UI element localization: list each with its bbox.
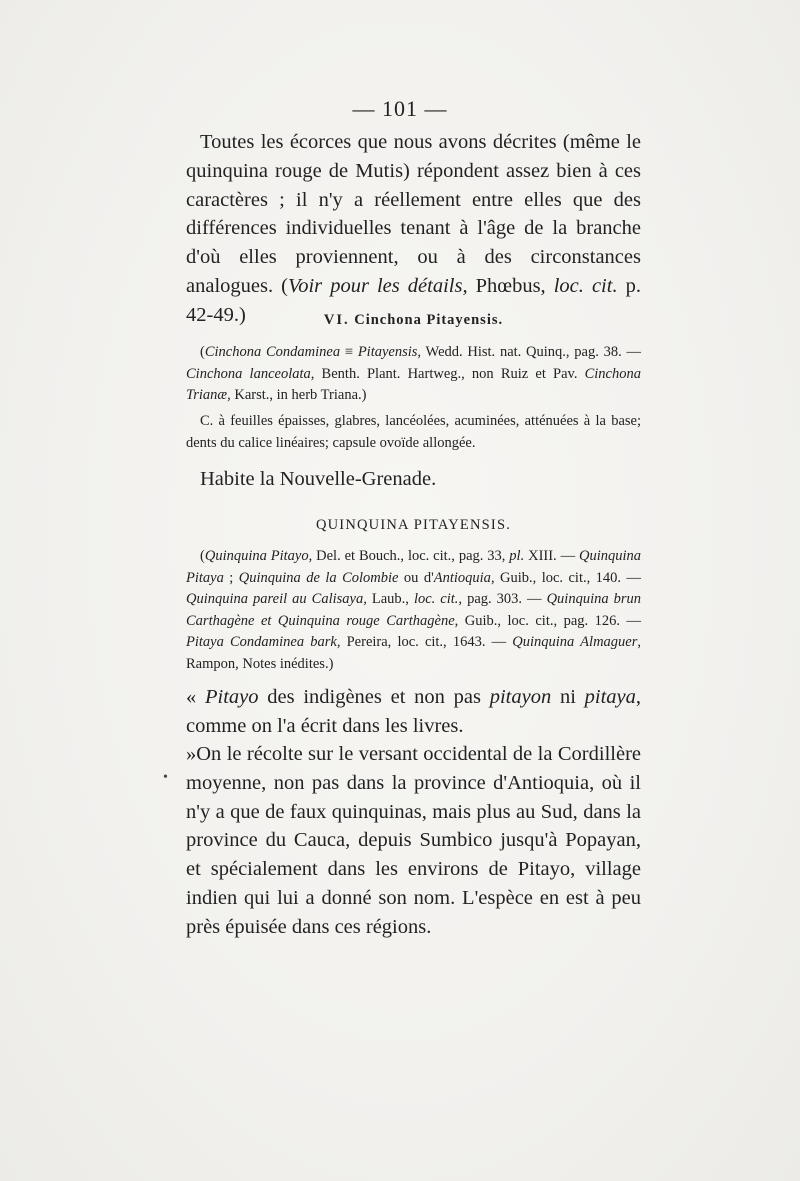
habitat-line: Habite la Nouvelle-Grenade.: [200, 468, 437, 490]
section-heading: [186, 312, 641, 329]
section-number: VI.: [323, 312, 350, 328]
quote-paragraph-1: « Pitayo des indigènes et non pas pitayon ni pitaya, comme on l'a écrit dans les livres.: [186, 686, 642, 737]
synonyms-block-1: (Cinchona Condaminea ≡ Pitayensis, Wedd. Hist. nat. Quinq., pag. 38. — Cinchona lanceolata, Benth. Plant. Hartweg., non Ruiz et Pav. Cinchona Trianæ, Karst., in herb Triana.): [186, 344, 641, 403]
margin-mark: •: [163, 770, 168, 785]
species-heading: QUINQUINA PITAYENSIS.: [315, 517, 512, 533]
intro-paragraph: Toutes les écorces que nous avons décrites (même le quinquina rouge de Mutis) répondent assez bien à ces caractères ; il n'y a réellement entre elles que des différences individuelles tenant à l'âge de la branche d'où elles proviennent, ou à des circonstances analogues. (Voir pour les détails, Phœbus, loc. cit. p. 42-49.): [186, 131, 641, 326]
page-number: — 101 —: [352, 96, 448, 121]
species-description: C. à feuilles épaisses, glabres, lancéolées, acuminées, atténuées à la base; dents du calice linéaires; capsule ovoïde allongée.: [186, 413, 641, 451]
quote-paragraph-2: »On le récolte sur le versant occidental de la Cordillère moyenne, non pas dans la province d'Antioquia, où il n'y a que de faux quinquinas, mais plus au Sud, dans la province du Cauca, depuis Sumbico jusqu'à Popayan, et spécialement dans les environs de Pitayo, village indien qui lui a donné son nom. L'espèce en est à peu près épuisée dans ces régions.: [186, 743, 641, 938]
synonyms-block-2: (Quinquina Pitayo, Del. et Bouch., loc. cit., pag. 33, pl. XIII. — Quinquina Pitaya ; Quinquina de la Colombie ou d'Antioquia, Guib., loc. cit., 140. — Quinquina pareil au Calisaya, Laub., loc. cit., pag. 303. — Quinquina brun Carthagène et Quinquina rouge Carthagène, Guib., loc. cit., pag. 126. — Pitaya Condaminea bark, Pereira, loc. cit., 1643. — Quinquina Almaguer, Rampon, Notes inédites.): [186, 548, 642, 672]
section-title: Cinchona Pitayensis.: [354, 312, 504, 328]
